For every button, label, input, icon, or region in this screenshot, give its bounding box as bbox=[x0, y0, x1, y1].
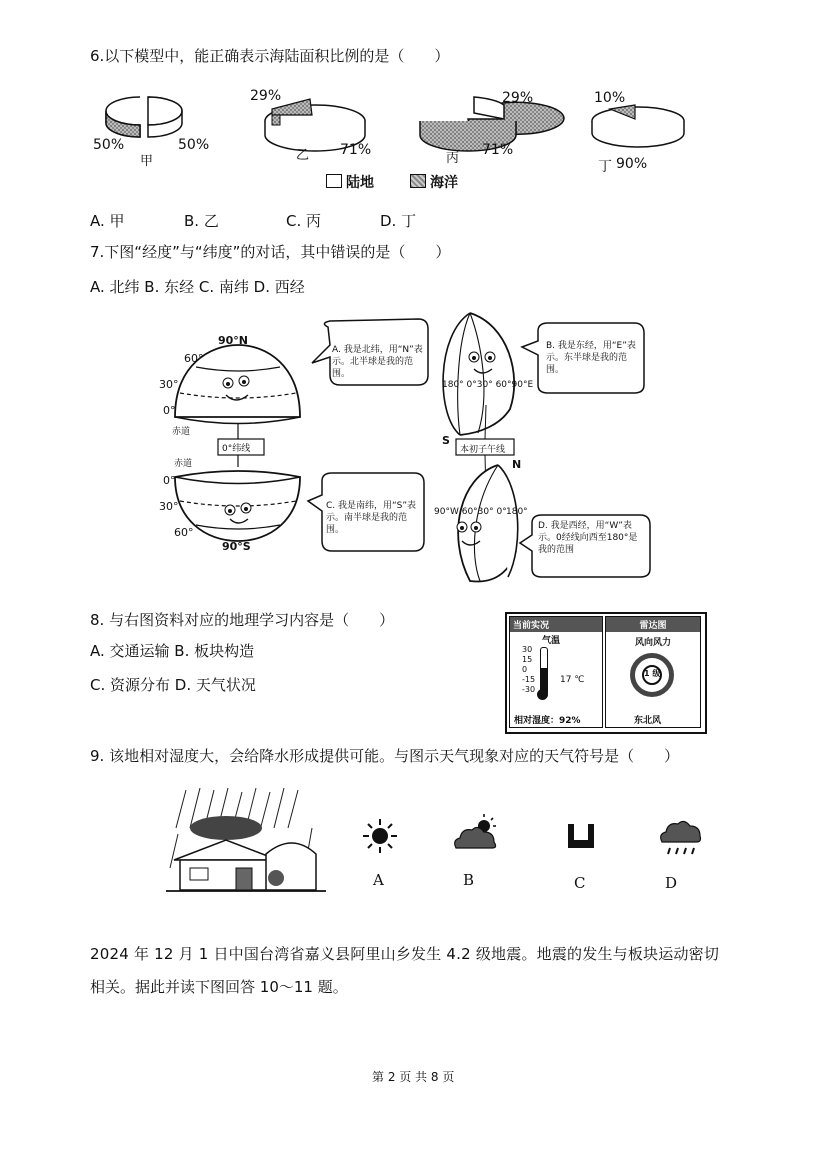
pie-ding-top-pct: 10% bbox=[594, 90, 626, 106]
prime-meridian-label: 本初子午线 bbox=[460, 445, 506, 455]
temperature-label: 气温 bbox=[542, 636, 561, 646]
north-equator-label: 赤道 bbox=[172, 427, 191, 437]
q6-option-d[interactable]: D. 丁 bbox=[380, 212, 417, 230]
pie-yi-top-pct: 29% bbox=[250, 88, 282, 104]
south-bubble-text: C. 我是南纬，用“S”表示。南半球是我的范围。 bbox=[326, 501, 417, 535]
south-hemisphere bbox=[175, 471, 300, 541]
wind-direction: 东北风 bbox=[634, 716, 662, 726]
north-lat60: 60° bbox=[184, 352, 204, 365]
q6-stem: 6.以下模型中，能正确表示海陆面积比例的是（ ） bbox=[90, 47, 450, 65]
pie-jia-left-pct: 50% bbox=[93, 137, 125, 153]
wind-dial-icon bbox=[630, 653, 674, 697]
pie-ding bbox=[592, 105, 684, 147]
thermometer-bulb bbox=[537, 689, 548, 700]
pie-yi-bottom-pct: 71% bbox=[340, 142, 372, 158]
partly-cloudy-icon bbox=[452, 814, 500, 852]
legend-land: 陆地 bbox=[326, 172, 374, 192]
q6-option-a[interactable]: A. 甲 bbox=[90, 212, 125, 230]
relative-humidity: 相对湿度：92% bbox=[514, 716, 581, 726]
temperature-value: 17 ℃ bbox=[560, 675, 585, 685]
east-pole-label: S bbox=[442, 434, 450, 447]
current-conditions-title: 当前实况 bbox=[510, 617, 602, 632]
radar-title: 雷达图 bbox=[606, 617, 700, 632]
thermometer-icon bbox=[540, 647, 548, 693]
pie-yi-name: 乙 bbox=[296, 148, 310, 163]
q8-options-row2[interactable]: C. 资源分布 D. 天气状况 bbox=[90, 676, 256, 694]
page-footer: 第 2 页 共 8 页 bbox=[372, 1070, 455, 1084]
q6-option-c[interactable]: C. 丙 bbox=[286, 212, 322, 230]
south-equator-label: 赤道 bbox=[174, 459, 193, 469]
wind-level: 1 级 bbox=[644, 669, 661, 678]
land-swatch bbox=[326, 174, 342, 188]
pie-ding-name: 丁 bbox=[598, 159, 612, 175]
q8-options-row1[interactable]: A. 交通运输 B. 板块构造 bbox=[90, 642, 255, 660]
q7-stem: 7.下图“经度”与“纬度”的对话，其中错误的是（ ） bbox=[90, 243, 451, 261]
east-ticks: 180° 0°30° 60°90°E bbox=[442, 380, 534, 390]
q9-option-a[interactable]: A bbox=[373, 871, 384, 889]
q9-option-d[interactable]: D bbox=[665, 874, 678, 892]
south-lat0: 0° bbox=[163, 474, 176, 487]
q6-option-b[interactable]: B. 乙 bbox=[184, 212, 219, 230]
passage-line-1: 2024 年 12 月 1 日中国台湾省嘉义县阿里山乡发生 4.2 级地震。地震的发生与板块运动密切 bbox=[90, 945, 720, 963]
north-pole-label: 90°N bbox=[218, 334, 249, 347]
west-ticks: 90°W 60°30° 0° bbox=[434, 507, 507, 517]
rainstorm-house-illustration bbox=[166, 788, 326, 894]
weather-panel bbox=[505, 612, 707, 734]
pie-bing-name: 丙 bbox=[446, 151, 460, 166]
weather-panel-left bbox=[509, 616, 603, 728]
east-hemisphere bbox=[443, 313, 514, 435]
north-lat30: 30° bbox=[159, 378, 179, 391]
pie-jia bbox=[106, 97, 182, 137]
north-lat0: 0° bbox=[163, 404, 176, 417]
q9-stem: 9. 该地相对湿度大，会给降水形成提供可能。与图示天气现象对应的天气符号是（ ） bbox=[90, 747, 680, 765]
west-bubble-text: D. 我是西经，用“W”表示。0经线向西至180°是我的范围 bbox=[538, 521, 638, 555]
legend-ocean: 海洋 bbox=[410, 172, 458, 192]
wind-label: 风向风力 bbox=[634, 638, 671, 648]
sunny-icon bbox=[362, 818, 398, 854]
zero-latitude-label: 0°纬线 bbox=[222, 444, 251, 454]
east-bubble-text: B. 我是东经，用“E”表示。东半球是我的范围。 bbox=[546, 341, 636, 375]
north-hemisphere bbox=[175, 336, 300, 423]
ocean-swatch bbox=[410, 174, 426, 188]
pie-bing-top-pct: 29% bbox=[502, 90, 534, 106]
west-pole-label: N bbox=[512, 458, 522, 471]
pie-bing-bottom-pct: 71% bbox=[482, 142, 514, 158]
q9-option-c[interactable]: C bbox=[574, 874, 586, 892]
overcast-icon bbox=[566, 822, 596, 850]
q7-options[interactable]: A. 北纬 B. 东经 C. 南纬 D. 西经 bbox=[90, 278, 305, 296]
west-180-label: 180° bbox=[506, 507, 528, 517]
temperature-scale: 30 15 0 -15 -30 bbox=[522, 645, 536, 694]
weather-panel-right bbox=[605, 616, 701, 728]
pie-jia-name: 甲 bbox=[140, 154, 154, 169]
west-hemisphere bbox=[457, 465, 518, 582]
pie-jia-right-pct: 50% bbox=[178, 137, 210, 153]
q8-stem: 8. 与右图资料对应的地理学习内容是（ ） bbox=[90, 611, 395, 629]
pie-ding-bottom-pct: 90% bbox=[616, 156, 648, 172]
q9-option-b[interactable]: B bbox=[463, 871, 475, 889]
south-pole-label: 90°S bbox=[222, 540, 251, 553]
south-lat60: 60° bbox=[174, 526, 194, 539]
rain-icon bbox=[658, 814, 702, 862]
passage-line-2: 相关。据此并读下图回答 10～11 题。 bbox=[90, 978, 348, 996]
north-bubble-text: A. 我是北纬，用“N”表示。北半球是我的范围。 bbox=[332, 345, 423, 379]
south-lat30: 30° bbox=[159, 500, 179, 513]
